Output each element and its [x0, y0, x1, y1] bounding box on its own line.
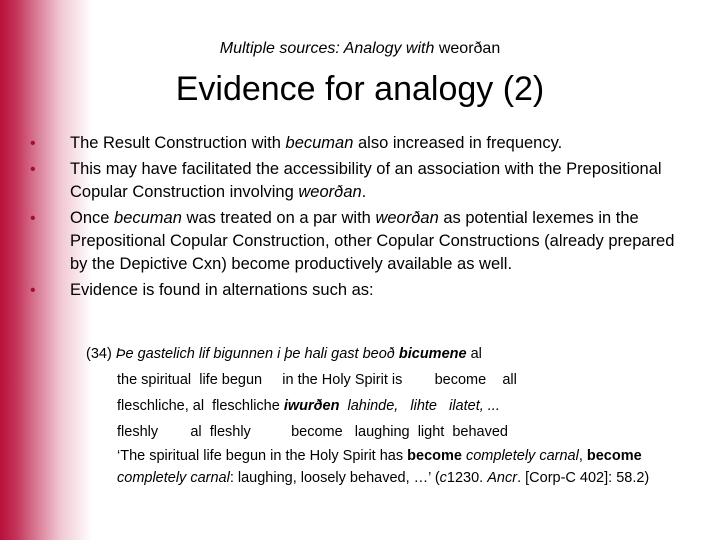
oe-word: gast [331, 346, 359, 362]
oe-word: bigunnen i [213, 346, 281, 362]
oe-word: þe [284, 346, 301, 362]
example-number: (34) [86, 346, 112, 362]
oe-word: lihte [410, 398, 437, 414]
gloss-line-2 [86, 419, 696, 445]
oe-word: gastelich [137, 346, 195, 362]
translation-text: , [578, 448, 587, 464]
gloss-word: fleshly [209, 424, 251, 440]
oe-word: ilatet, ... [449, 398, 500, 414]
gloss-word: light [417, 424, 445, 440]
bullet-emphasis: becuman [114, 209, 182, 227]
translation-italic: completely carnal [461, 448, 579, 464]
translation [86, 445, 696, 489]
gloss-word: in [282, 372, 294, 388]
bullet-item-4 [30, 279, 690, 302]
translation-text: ‘The spiritual life begun in the Holy Spirit has [117, 448, 408, 464]
translation-italic: completely carnal [117, 470, 230, 486]
bullet-dot-icon: • [30, 161, 36, 178]
gloss-word: laughing [354, 424, 410, 440]
bullet-emphasis: becuman [285, 134, 354, 152]
subtitle-word: weorðan [438, 40, 501, 57]
bullet-text: Evidence is found in alternations such as: [70, 281, 374, 299]
slide-subtitle [0, 40, 720, 58]
oe-word-highlight: bicumene [398, 346, 467, 362]
example-line-1 [86, 341, 696, 367]
bullet-text: as potential lexemes in the Prepositional Copular Construction, other Copular Constructions (already prepared by the Depictive Cxn) become productively available as well. [70, 209, 675, 273]
translation-text: 1230. [446, 470, 488, 486]
bullet-dot-icon: • [30, 135, 36, 152]
gloss-line-1 [86, 367, 696, 393]
translation-text: . [Corp-C 402]: 58.2) [517, 470, 650, 486]
oe-word: fleschliche, al [117, 398, 205, 414]
oe-word-highlight: iwurðen [283, 398, 340, 414]
translation-bold: become [586, 448, 642, 464]
bullet-item-1 [30, 132, 690, 155]
gloss-word: become [291, 424, 343, 440]
translation-italic: c [439, 470, 447, 486]
oe-word: fleschliche [212, 398, 280, 414]
oe-word: lif [198, 346, 210, 362]
bullet-item-2 [30, 158, 690, 204]
gloss-word: the spiritual [117, 372, 192, 388]
bullet-list [30, 132, 690, 305]
bullet-text: also increased in frequency. [353, 134, 563, 152]
oe-word: al [470, 346, 482, 362]
gloss-word: al [190, 424, 202, 440]
subtitle-prefix: Multiple sources: Analogy with [219, 40, 435, 57]
slide-title: Evidence for analogy (2) [175, 70, 545, 108]
bullet-text: This may have facilitated the accessibility of an association with the Prepositional Copular Construction involving [70, 160, 662, 201]
bullet-dot-icon: • [30, 210, 36, 227]
bullet-item-3 [30, 207, 690, 276]
translation-text: : laughing, loosely behaved, …’ ( [229, 470, 440, 486]
bullet-text: The Result Construction with [70, 134, 286, 152]
gloss-word: become [434, 372, 487, 388]
example-line-2 [86, 393, 696, 419]
oe-word: hali [304, 346, 328, 362]
bullet-text: was treated on a par with [181, 209, 376, 227]
translation-bold: become [407, 448, 462, 464]
gloss-word: fleshly [117, 424, 159, 440]
bullet-text: . [361, 183, 367, 201]
bullet-dot-icon: • [30, 282, 36, 299]
gloss-word: life begun [199, 372, 263, 388]
oe-word: lahinde, [347, 398, 399, 414]
oe-word: beoð [362, 346, 395, 362]
gloss-word: behaved [452, 424, 508, 440]
example-34 [86, 341, 696, 489]
oe-word: Þe [115, 346, 134, 362]
bullet-emphasis: weorðan [298, 183, 362, 201]
gloss-word: all [502, 372, 517, 388]
translation-italic: Ancr [487, 470, 518, 486]
bullet-text: Once [70, 209, 115, 227]
gloss-word: the Holy Spirit is [297, 372, 403, 388]
bullet-emphasis: weorðan [375, 209, 439, 227]
